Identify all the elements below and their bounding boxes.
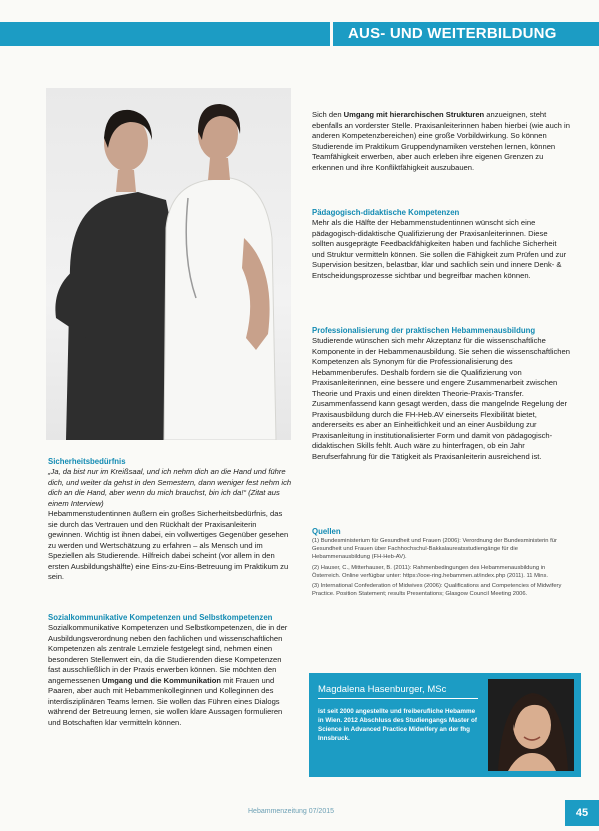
professionalisation-section xyxy=(312,326,570,462)
two-midwives-illustration xyxy=(46,88,291,440)
paragraph-professionalisation: Studierende wünschen sich mehr Akzeptanz für die wissenschaftliche Komponente in der Hebammenausbildung. Sie sehen die wissenschaftlichen Kompetenzen als Synonym für die Professionalisierung des Hebammenberufes. Deshalb fordern sie die Qualifizierung von Praxisanleiterinnen, eine bessere und engere Zusammenarbeit zwischen Theorie und Praxis und einen direkten Theorie-Praxis-Transfer. Zusammenfassend kann gesagt werden, dass die mangelnde Regelung der Praxisausbildung durch die FH-Heb.AV einerseits Flexibilität bietet, andererseits es aber an Einheitlichkeit und an einer Ausbildung zur Praxisanleitung in institutionalisierter Form und damit von pädagogisch-didaktischen Skills fehlt. Auch wäre zu hinterfragen, ob ein Jahr Berufserfahrung für die Tätigkeit als Praxisanleiterin ausreichend ist. xyxy=(312,336,570,461)
author-portrait xyxy=(488,679,574,771)
text-run: mit Frauen und Paaren, aber auch mit Hebammenkolleginnen und Kolleginnen des interdisziplinären Teams lernen. Sie wollen das Führen eines Dialogs während der Betreuung lernen, sie wollen klare Aussagen formulieren und Botschaften klar vermitteln können. xyxy=(48,675,283,727)
author-portrait-illustration xyxy=(488,679,574,771)
pedagogy-section xyxy=(312,208,570,281)
heading-pedagogy: Pädagogisch-didaktische Kompetenzen xyxy=(312,208,460,217)
sources-section xyxy=(312,527,570,600)
interview-quote: „Ja, da bist nur im Kreißsaal, und ich nehm dich an die Hand und führe dich, und weiter da gehst in den Semestern, dann weniger fest nehm ich dich an die Hand, aber wenn du mich brauchst, bin ich da!“ (Zitat aus einem Interview) xyxy=(48,467,292,508)
author-bio: ist seit 2000 angestellte und freiberufliche Hebamme in Wien. 2012 Abschluss des Studiengangs Master of Science in Advanced Practice Midwifery an der fhg Innsbruck. xyxy=(318,708,477,742)
reference-list xyxy=(312,537,570,598)
author-name: Magdalena Hasenburger, MSc xyxy=(318,684,447,695)
text-run: Sozialkommunikative Kompetenzen und Selbstkompetenzen, die in der Ausbildungsverordnung neben den fachlichen und wissenschaftlichen Kompetenzen als zentrale Lernziele festgelegt sind, nehmen einen besonderen Stellenwert ein, da die Studierenden diese Kompetenzen fast ausschließlich in der Praxis erwerben können. Sie möchten den angemessenen xyxy=(48,623,288,685)
paragraph-hierarchy xyxy=(312,110,570,173)
reference-item: (2) Hauser, C., Mitterhauser, B. (2011): Rahmenbedingungen des Hebammenausbildung in Österreich. Online verfügbar unter: https://ooe-ring.hebammen.at/index.php (2011). 11 Mins. xyxy=(312,564,548,579)
hierarchy-paragraph xyxy=(312,110,570,173)
paragraph-social-competence xyxy=(48,623,293,728)
heading-sicherheit: Sicherheitsbedürfnis xyxy=(48,457,126,466)
author-divider xyxy=(318,698,478,699)
paragraph-security: Hebammenstudentinnen äußern ein großes Sicherheitsbedürfnis, das sie durch das Vertrauen und den Rückhalt der Praxisanleiterin gewinnen. Wichtig ist ihnen dabei, ein vollwertiges Gegenüber gesehen zu werden und Wertschätzung zu erfahren – als Mensch und im Speziellen als Studierende. Hilfreich dabei scheint (vor allem in den ersten Ausbildungshälfte) eine Eins-zu-Eins-Betreuung im Praktikum zu sein. xyxy=(48,509,289,581)
heading-sources: Quellen xyxy=(312,527,341,536)
reference-item: (1) Bundesministerium für Gesundheit und Frauen (2006): Verordnung der Bundesministerin für Gesundheit und Frauen über Fachhochschul-Bakkalaureatsstudiengänge für die Hebammenausbildung (FH-Heb-AV). xyxy=(312,538,557,561)
article-photo xyxy=(46,88,291,440)
social-competence-section xyxy=(48,613,293,728)
section-title: AUS- UND WEITERBILDUNG xyxy=(348,25,557,42)
bold-phrase: Umgang und die Kommunikation xyxy=(102,675,222,685)
footer-magazine: Hebammenzeitung 07/2015 xyxy=(248,808,335,815)
bold-phrase: Umgang mit hierarchischen Strukturen xyxy=(343,110,485,119)
reference-item: (3) International Confederation of Midwives (2006): Qualifications and Competencies of Midwifery Practice. Position Statement; results Presentations; Glasgow Council Meeting 2006. xyxy=(312,583,562,598)
heading-professionalisation: Professionalisierung der praktischen Hebammenausbildung xyxy=(312,326,536,335)
paragraph-pedagogy: Mehr als die Hälfte der Hebammenstudentinnen wünscht sich eine pädagogisch-didaktische Qualifizierung der Praxisanleiterinnen. Diese sollten ausgeprägte Feedbackfähigkeiten haben und fachliche Sicherheit und Struktur vermitteln können. Sie sollen die Fähigkeit zum Prüfen und zur Supervision besitzen, belastbar, klar und sachlich sein und innere Denk- & Entscheidungsprozesse sichtbar und begreifbar machen können. xyxy=(312,218,567,280)
text-run: anzueignen, steht ebenfalls an vorderster Stelle. Praxisanleiterinnen haben hierbei (wie auch in anderen Kompetenzbereichen) eine große Vorbildwirkung. So können Studierende im Praktikum Gruppendynamiken verstehen lernen, können Teamfähigkeit erwerben, aber auch erleben ihre eigenen Grenzen zu erkennen und ihre Konfliktfähigkeit auszubauen. xyxy=(312,110,570,172)
page-number: 45 xyxy=(565,800,599,826)
heading-social-competence: Sozialkommunikative Kompetenzen und Selbstkompetenzen xyxy=(48,613,273,622)
security-section xyxy=(48,457,293,583)
text-run: Sich den xyxy=(312,110,344,119)
